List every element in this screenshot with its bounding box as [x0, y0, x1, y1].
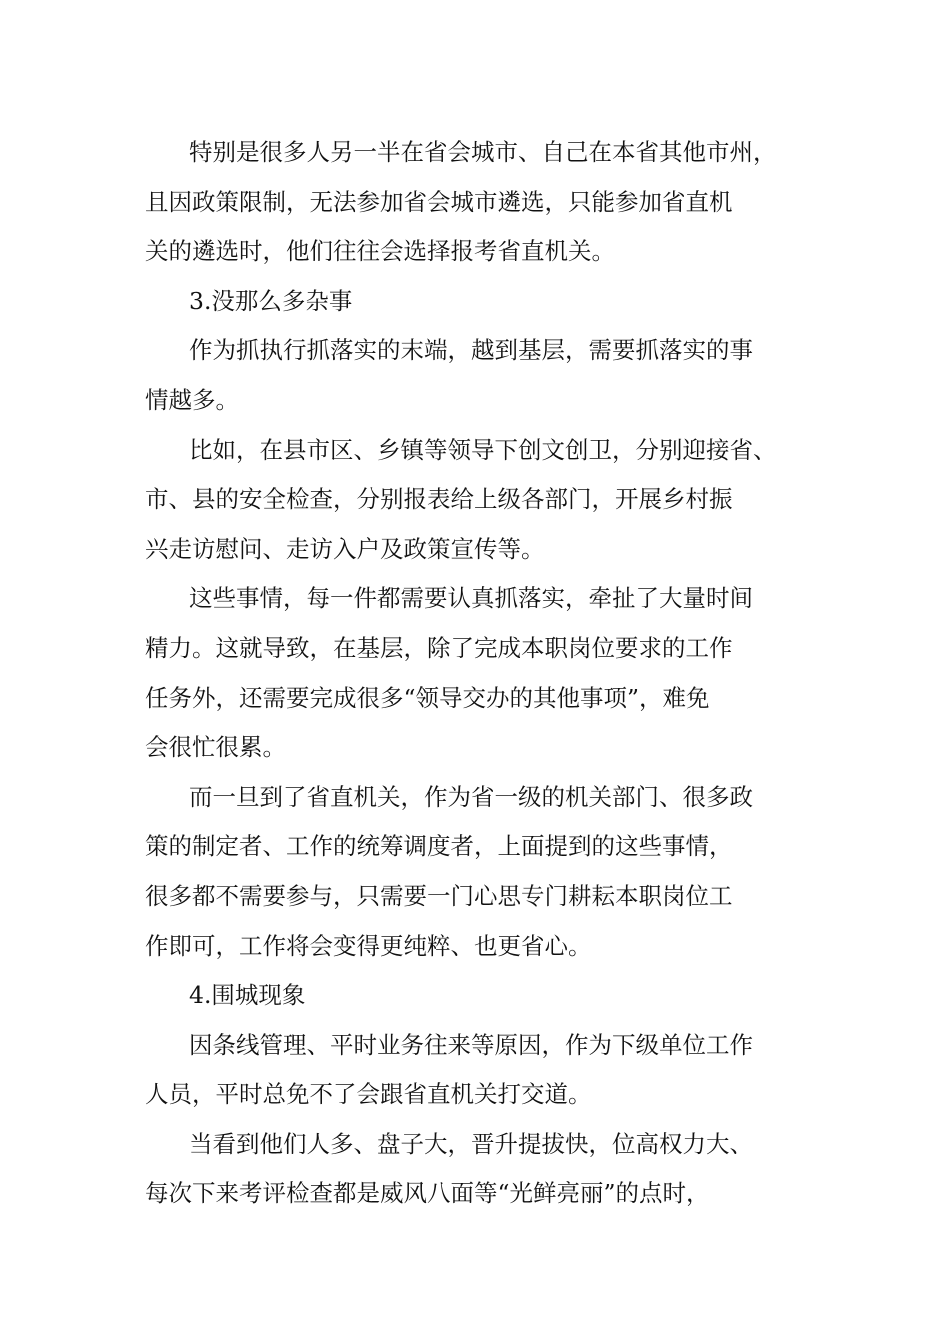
document-body — [145, 128, 825, 1219]
text-line: 而一旦到了省直机关，作为省一级的机关部门、很多政 — [189, 782, 753, 811]
heading-text: 3.没那么多杂事 — [189, 286, 353, 315]
paragraph-4 — [145, 574, 825, 772]
text-line: 作即可，工作将会变得更纯粹、也更省心。 — [145, 931, 592, 960]
text-line: 策的制定者、工作的统筹调度者，上面提到的这些事情， — [145, 832, 733, 861]
text-line: 这些事情，每一件都需要认真抓落实，牵扯了大量时间 — [189, 584, 753, 613]
section-heading-4 — [145, 971, 825, 1021]
text-line: 当看到他们人多、盘子大，晋升提拔快，位高权力大、 — [189, 1129, 753, 1158]
text-line: 市、县的安全检查，分别报表给上级各部门，开展乡村振 — [145, 485, 733, 514]
text-line: 精力。这就导致，在基层，除了完成本职岗位要求的工作 — [145, 633, 733, 662]
text-line: 且因政策限制，无法参加省会城市遴选，只能参加省直机 — [145, 187, 733, 216]
paragraph-5 — [145, 773, 825, 971]
text-line: 很多都不需要参与，只需要一门心思专门耕耘本职岗位工 — [145, 881, 733, 910]
text-line: 作为抓执行抓落实的末端，越到基层，需要抓落实的事 — [189, 336, 753, 365]
heading-text: 4.围城现象 — [189, 981, 306, 1010]
paragraph-7 — [145, 1120, 825, 1219]
paragraph-2 — [145, 326, 825, 425]
text-line: 每次下来考评检查都是威风八面等“光鲜亮丽”的点时， — [145, 1179, 710, 1208]
text-line: 因条线管理、平时业务往来等原因，作为下级单位工作 — [189, 1030, 753, 1059]
text-line: 情越多。 — [145, 385, 239, 414]
text-line: 人员，平时总免不了会跟省直机关打交道。 — [145, 1080, 592, 1109]
text-line: 比如，在县市区、乡镇等领导下创文创卫，分别迎接省、 — [189, 435, 777, 464]
paragraph-1 — [145, 128, 825, 277]
text-line: 特别是很多人另一半在省会城市、自己在本省其他市州， — [189, 138, 777, 166]
text-line: 任务外，还需要完成很多“领导交办的其他事项”，难免 — [145, 683, 710, 712]
section-heading-3 — [145, 277, 825, 327]
text-line: 兴走访慰问、走访入户及政策宣传等。 — [145, 534, 545, 563]
text-line: 关的遴选时，他们往往会选择报考省直机关。 — [145, 237, 615, 266]
paragraph-6 — [145, 1021, 825, 1120]
text-line: 会很忙很累。 — [145, 733, 286, 762]
paragraph-3 — [145, 426, 825, 575]
